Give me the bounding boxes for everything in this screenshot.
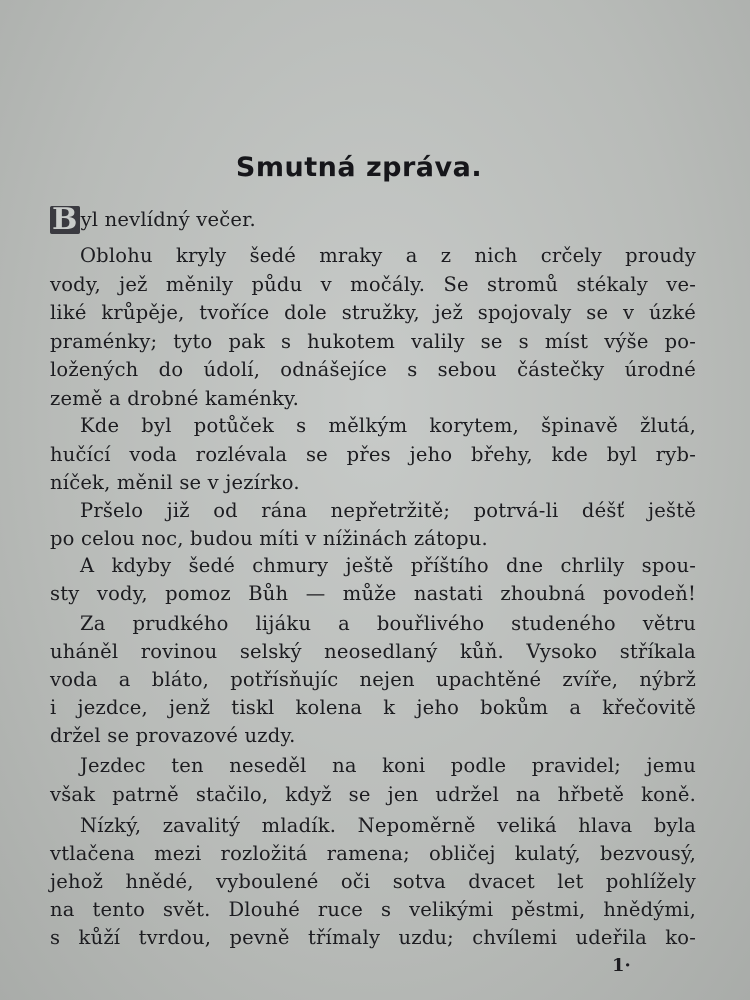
drop-initial: B: [52, 202, 78, 237]
text-line: s kůží tvrdou, pevně třímaly uzdu; chvílemi udeřila ko-: [50, 926, 696, 949]
text-line: níček, měnil se v jezírko.: [50, 471, 300, 494]
text-line: sty vody, pomoz Bůh — může nastati zhoubná povodeň!: [50, 582, 696, 605]
page-number: 1·: [612, 955, 631, 976]
text-line: Oblohu kryly šedé mraky a z nich crčely proudy: [80, 244, 696, 267]
text-line: liké krůpěje, tvoříce dole stružky, jež spojovaly se v úzké: [50, 301, 696, 324]
text-line: Za prudkého lijáku a bouřlivého studeného větru: [80, 612, 696, 635]
text-line: na tento svět. Dlouhé ruce s velikými pěstmi, hnědými,: [50, 898, 696, 921]
text-line: vody, jež měnily půdu v močály. Se stromů stékaly ve-: [50, 273, 696, 296]
text-line: voda a bláto, potřísňujíc nejen upachtěné zvíře, nýbrž: [50, 668, 696, 691]
first-line: [50, 202, 696, 237]
text-line: vtlačena mezi rozložitá ramena; obličej kulatý, bezvousý,: [50, 842, 696, 865]
text-line: praménky; tyto pak s hukotem valily se s míst výše po-: [50, 330, 696, 353]
text-line: země a drobné kaménky.: [50, 387, 300, 410]
text-line: Jezdec ten neseděl na koni podle pravidel; jemu: [80, 754, 696, 777]
text-line: po celou noc, budou míti v nížinách zátopu.: [50, 527, 488, 550]
text-line: jehož hnědé, vyboulené oči sotva dvacet let pohlížely: [50, 870, 696, 893]
text-line: však patrně stačilo, když se jen udržel na hřbetě koně.: [50, 783, 696, 806]
text-line: ložených do údolí, odnášejíce s sebou částečky úrodné: [50, 358, 696, 381]
text-line: i jezdce, jenž tiskl kolena k jeho bokům a křečovitě: [50, 696, 696, 719]
chapter-title: Smutná zpráva.: [235, 152, 483, 183]
text-line: držel se provazové uzdy.: [50, 724, 296, 747]
text-line: Kde byl potůček s mělkým korytem, špinavě žlutá,: [80, 414, 696, 437]
first-line-text: yl nevlídný večer.: [80, 208, 256, 231]
text-line: uháněl rovinou selský neosedlaný kůň. Vysoko stříkala: [50, 640, 696, 663]
text-line: hučící voda rozlévala se přes jeho břehy, kde byl ryb-: [50, 443, 696, 466]
text-line: Nízký, zavalitý mladík. Nepoměrně veliká hlava byla: [80, 814, 696, 837]
text-line: Pršelo již od rána nepřetržitě; potrvá-li déšť ještě: [80, 499, 696, 522]
text-line: A kdyby šedé chmury ještě příštího dne chrlily spou-: [80, 554, 696, 577]
